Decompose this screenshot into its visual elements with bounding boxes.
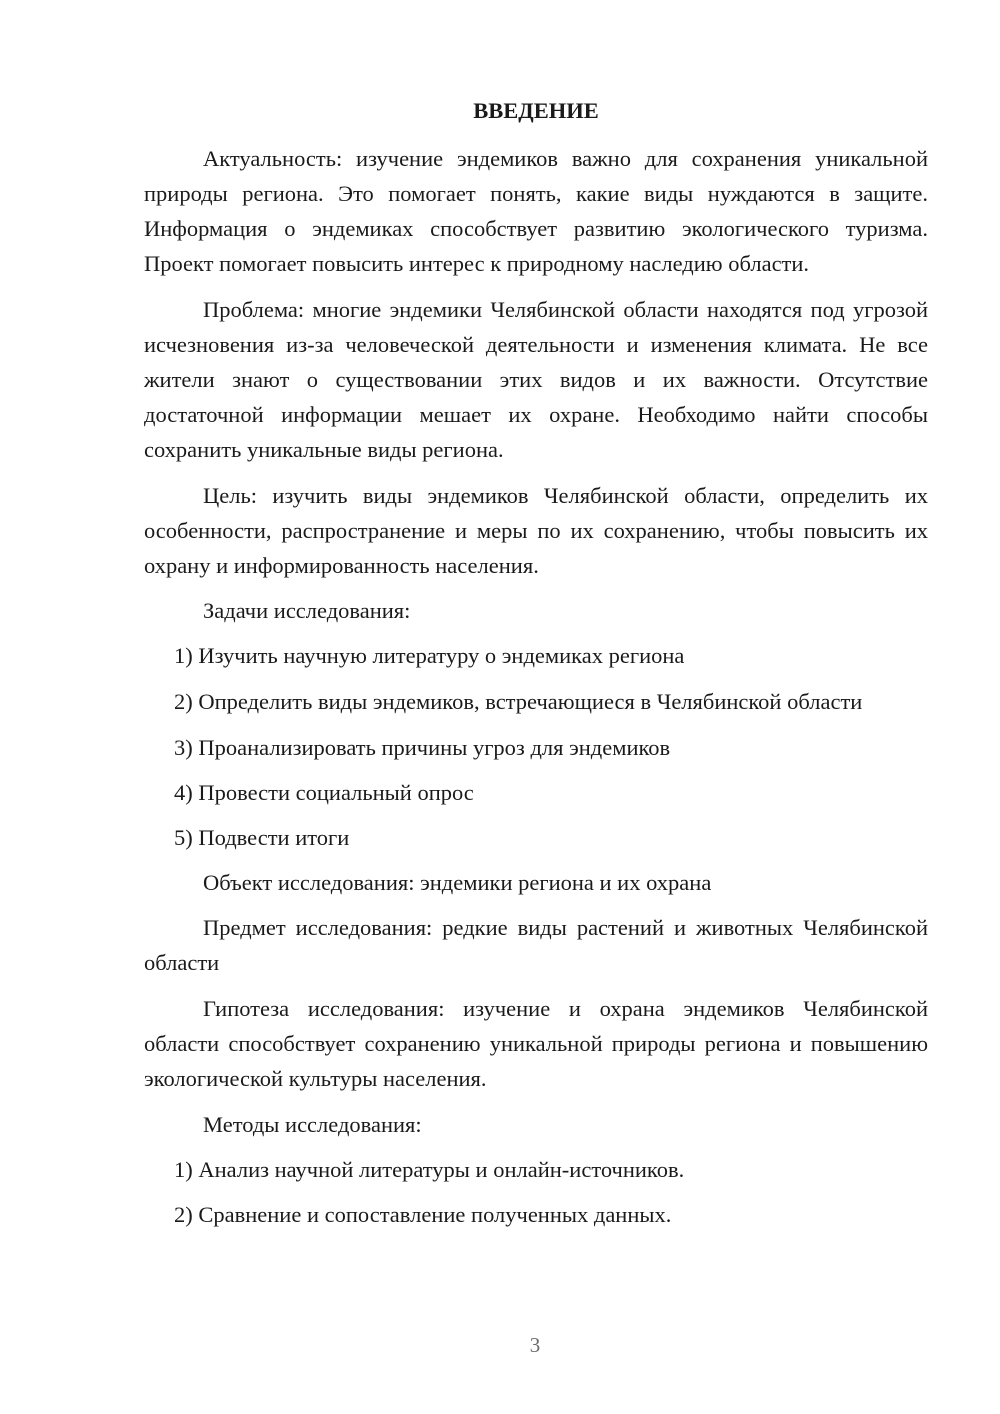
tasks-heading: Задачи исследования: [203,598,411,623]
goal-paragraph: Цель: изучить виды эндемиков Челябинской области, определить их особенности, распространение и меры по их сохранению, чтобы повысить их охрану и информированность населения. [144,483,928,578]
problem-paragraph: Проблема: многие эндемики Челябинской области находятся под угрозой исчезновения из-за человеческой деятельности и изменения климата. Не все жители знают о существовании этих видов и их важности. Отсутствие достаточной информации мешает их охране. Необходимо найти способы сохранить уникальные виды региона. [144,297,928,462]
hypothesis-paragraph: Гипотеза исследования: изучение и охрана эндемиков Челябинской области способствует сохранению уникальной природы региона и повышению экологической культуры населения. [144,996,928,1091]
relevance-paragraph: Актуальность: изучение эндемиков важно для сохранения уникальной природы региона. Это помогает понять, какие виды нуждаются в защите. Информация о эндемиках способствует развитию экологического туризма. Проект помогает повысить интерес к природному наследию области. [144,146,928,276]
subject-paragraph: Предмет исследования: редкие виды растений и животных Челябинской области [144,915,928,975]
task-item: 4) Провести социальный опрос [174,780,474,805]
task-item: 1) Изучить научную литературу о эндемиках региона [174,643,685,668]
object-paragraph: Объект исследования: эндемики региона и их охрана [203,870,712,895]
task-item: 5) Подвести итоги [174,825,350,850]
document-page [144,93,928,1232]
task-item: 3) Проанализировать причины угроз для эндемиков [174,735,671,760]
task-item: 2) Определить виды эндемиков, встречающиеся в Челябинской области [174,689,863,714]
page-number: 3 [529,1333,541,1357]
methods-heading: Методы исследования: [203,1112,422,1137]
section-title: ВВЕДЕНИЕ [473,98,599,123]
method-item: 2) Сравнение и сопоставление полученных данных. [174,1202,672,1227]
method-item: 1) Анализ научной литературы и онлайн-источников. [174,1157,685,1182]
